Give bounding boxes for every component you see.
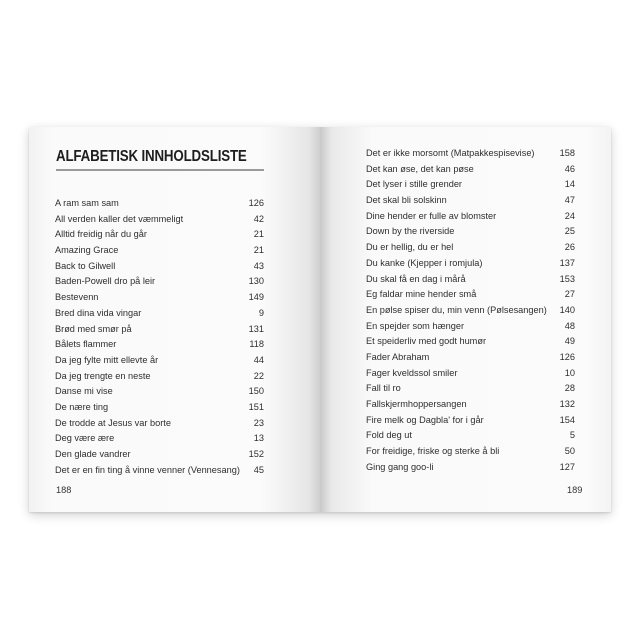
entry-title: Bestevenn [55, 292, 99, 303]
entry-page-number: 42 [253, 213, 264, 224]
left-index-list [55, 196, 264, 478]
entry-title: Bred dina vida vingar [55, 307, 142, 318]
index-entry [55, 447, 264, 463]
entry-page-number: 152 [248, 449, 264, 459]
index-entry [366, 350, 575, 366]
entry-page-number: 13 [253, 433, 264, 444]
entry-page-number: 10 [564, 367, 575, 378]
entry-title: Det er en fin ting å vinne venner (Vennesang) [55, 464, 240, 475]
entry-title: Alltid freidig når du går [55, 229, 147, 240]
index-entry [366, 319, 575, 335]
entry-page-number: 27 [564, 289, 575, 300]
entry-title: Brød med smør på [55, 323, 132, 334]
entry-title: Da jeg trengte en neste [55, 370, 151, 381]
entry-page-number: 158 [559, 148, 575, 158]
index-entry [366, 162, 575, 178]
index-entry [366, 428, 575, 444]
entry-page-number: 25 [564, 226, 575, 237]
entry-page-number: 49 [564, 336, 575, 347]
entry-page-number: 43 [253, 260, 264, 271]
entry-title: Det er ikke morsomt (Matpakkespisevise) [366, 148, 535, 158]
right-page-number: 189 [567, 485, 583, 495]
index-entry [55, 337, 264, 353]
index-entry [366, 272, 575, 288]
entry-title: Fallskjermhoppersangen [366, 399, 467, 409]
entry-title: Bålets flammer [55, 339, 117, 350]
entry-title: Dine hender er fulle av blomster [366, 210, 497, 221]
entry-title: All verden kaller det væmmeligt [55, 213, 184, 224]
entry-title: Fold deg ut [366, 430, 412, 441]
entry-title: Danse mi vise [55, 386, 113, 397]
index-entry [55, 196, 264, 212]
index-entry [366, 287, 575, 303]
entry-title: Fire melk og Dagbla' for i går [366, 414, 484, 425]
entry-page-number: 50 [564, 446, 575, 457]
left-page-number: 188 [56, 485, 72, 495]
entry-title: Da jeg fylte mitt ellevte år [55, 354, 159, 365]
index-entry [366, 256, 575, 272]
index-entry [366, 193, 575, 209]
right-index-list [366, 146, 575, 475]
entry-page-number: 24 [564, 210, 575, 221]
entry-title: Det lyser i stille grender [366, 179, 462, 190]
entry-title: Et speiderliv med godt humør [366, 336, 486, 347]
index-entry [366, 177, 575, 193]
index-entry [366, 240, 575, 256]
index-entry [55, 227, 264, 243]
index-entry [55, 274, 264, 290]
index-entry [366, 444, 575, 460]
index-entry [366, 146, 575, 162]
entry-page-number: 45 [253, 464, 264, 475]
entry-title: For freidige, friske og sterke å bli [366, 446, 500, 457]
entry-page-number: 21 [253, 229, 264, 240]
index-entry [55, 431, 264, 447]
entry-page-number: 28 [564, 383, 575, 394]
index-entry [55, 306, 264, 322]
entry-title: Du skal få en dag i mårå [366, 273, 466, 284]
entry-title: Down by the riverside [366, 226, 455, 237]
entry-title: Ging gang goo-li [366, 461, 434, 472]
entry-title: Eg faldar mine hender små [366, 289, 477, 300]
entry-page-number: 130 [248, 276, 264, 287]
index-entry [55, 259, 264, 275]
entry-title: Back to Gilwell [55, 260, 116, 271]
entry-title: En spejder som hænger [366, 320, 465, 331]
entry-page-number: 151 [248, 401, 264, 412]
index-entry [366, 381, 575, 397]
entry-title: Amazing Grace [55, 245, 119, 256]
index-entry [55, 322, 264, 338]
entry-page-number: 150 [248, 386, 264, 397]
index-entry [366, 209, 575, 225]
index-entry [55, 290, 264, 306]
entry-page-number: 154 [559, 414, 575, 425]
index-title: ALFABETISK INNHOLDSLISTE [56, 148, 247, 165]
entry-title: Du kanke (Kjepper i romjula) [366, 257, 483, 268]
entry-page-number: 131 [248, 323, 264, 334]
entry-page-number: 9 [258, 307, 264, 318]
entry-page-number: 48 [564, 320, 575, 331]
entry-title: A ram sam sam [55, 198, 119, 208]
index-entry [366, 334, 575, 350]
index-entry [366, 397, 575, 413]
entry-page-number: 14 [564, 179, 575, 190]
entry-page-number: 26 [564, 242, 575, 253]
entry-page-number: 118 [249, 339, 264, 350]
entry-page-number: 47 [564, 195, 575, 206]
entry-page-number: 153 [559, 273, 575, 284]
entry-page-number: 21 [253, 245, 264, 256]
index-entry [55, 416, 264, 432]
entry-page-number: 132 [559, 399, 575, 409]
entry-title: Fall til ro [366, 383, 401, 394]
entry-title: De trodde at Jesus var borte [55, 417, 171, 428]
entry-page-number: 44 [253, 354, 264, 365]
right-page [320, 127, 611, 512]
entry-title: De nære ting [55, 401, 109, 412]
entry-title: Det kan øse, det kan pøse [366, 163, 474, 174]
index-entry [55, 212, 264, 228]
entry-title: Det skal bli solskinn [366, 195, 447, 206]
entry-page-number: 126 [248, 198, 264, 208]
index-entry [366, 366, 575, 382]
left-page [29, 127, 320, 512]
entry-page-number: 5 [569, 430, 575, 441]
entry-page-number: 126 [559, 351, 575, 362]
index-entry [55, 369, 264, 385]
entry-title: En pølse spiser du, min venn (Pølsesangen) [366, 304, 547, 315]
index-entry [55, 353, 264, 369]
entry-page-number: 127 [559, 461, 575, 472]
index-entry [366, 303, 575, 319]
entry-page-number: 23 [253, 417, 264, 428]
index-entry [55, 400, 264, 416]
index-entry [366, 460, 575, 476]
index-entry [366, 413, 575, 429]
entry-title: Den glade vandrer [55, 449, 131, 459]
entry-page-number: 46 [564, 163, 575, 174]
open-book [29, 127, 611, 512]
entry-page-number: 149 [248, 292, 264, 303]
entry-page-number: 22 [253, 370, 264, 381]
entry-title: Deg være ære [55, 433, 115, 444]
entry-title: Baden-Powell dro på leir [55, 276, 156, 287]
entry-page-number: 137 [559, 257, 575, 268]
entry-title: Fader Abraham [366, 351, 430, 362]
index-entry [55, 243, 264, 259]
entry-title: Du er hellig, du er hel [366, 242, 454, 253]
entry-page-number: 140 [559, 304, 575, 315]
index-entry [55, 463, 264, 479]
entry-title: Fager kveldssol smiler [366, 367, 458, 378]
index-entry [366, 224, 575, 240]
index-entry [55, 384, 264, 400]
title-underline [56, 169, 264, 171]
